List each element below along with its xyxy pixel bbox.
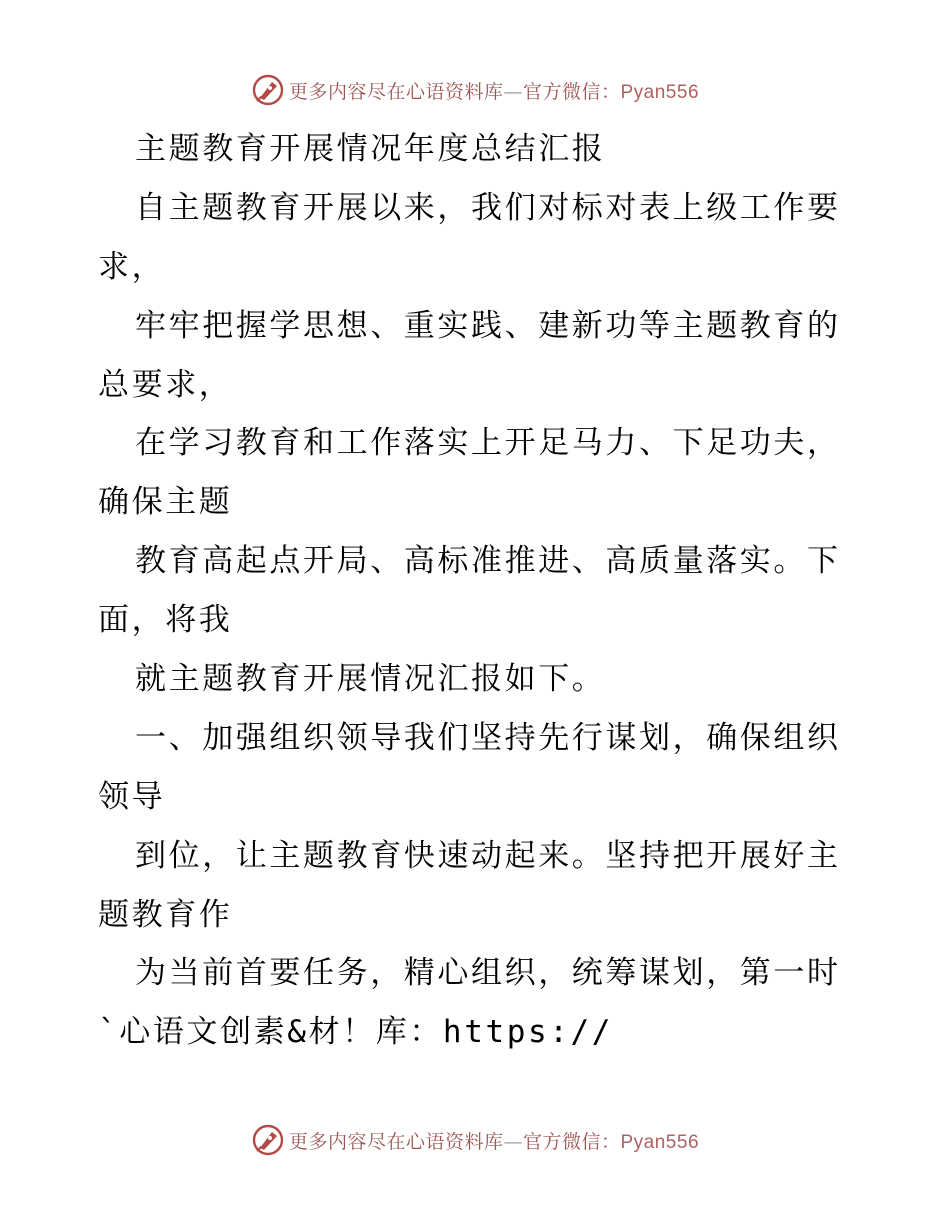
footer-banner-account: Pyan556 bbox=[620, 1131, 700, 1153]
footer-banner-content bbox=[251, 1123, 699, 1157]
paragraph-line: 题教育作 bbox=[98, 896, 233, 933]
document-title: 主题教育开展情况年度总结汇报 bbox=[135, 131, 606, 167]
header-banner-content bbox=[251, 73, 699, 107]
header-banner-dash: — bbox=[503, 80, 523, 103]
watermark-line: `心语文创素&材！库：https:// bbox=[98, 1014, 614, 1051]
pen-nib-seal-icon bbox=[251, 73, 285, 107]
paragraph-line: 教育高起点开局、高标准推进、高质量落实。下 bbox=[135, 543, 841, 580]
section-heading-line: 一、加强组织领导我们坚持先行谋划，确保组织 bbox=[135, 719, 841, 756]
paragraph-line: 自主题教育开展以来，我们对标对表上级工作要 bbox=[135, 189, 841, 226]
paragraph-line: 牢牢把握学思想、重实践、建新功等主题教育的 bbox=[135, 307, 841, 344]
paragraph-line: 求， bbox=[98, 248, 166, 285]
header-banner-wechat-label: 官方微信： bbox=[522, 80, 621, 103]
footer-banner[interactable] bbox=[0, 1120, 950, 1160]
footer-banner-text bbox=[289, 1127, 699, 1154]
header-banner-title: 更多内容尽在心语资料库 bbox=[288, 80, 504, 103]
pen-nib-seal-icon bbox=[251, 1123, 285, 1157]
document-body bbox=[98, 120, 858, 1062]
paragraph-line: 总要求， bbox=[98, 366, 233, 403]
header-banner[interactable] bbox=[0, 70, 950, 110]
paragraph-line: 领导 bbox=[98, 778, 166, 815]
paragraph-line: 到位，让主题教育快速动起来。坚持把开展好主 bbox=[135, 837, 841, 874]
paragraph-line: 为当前首要任务，精心组织，统筹谋划，第一时 bbox=[135, 955, 841, 992]
paragraph-line: 确保主题 bbox=[98, 484, 233, 521]
header-banner-account: Pyan556 bbox=[620, 81, 700, 103]
paragraph-line: 在学习教育和工作落实上开足马力、下足功夫， bbox=[135, 425, 841, 462]
footer-banner-wechat-label: 官方微信： bbox=[522, 1130, 621, 1153]
footer-banner-dash: — bbox=[503, 1130, 523, 1153]
paragraph-line: 就主题教育开展情况汇报如下。 bbox=[135, 661, 606, 698]
paragraph-line: 面，将我 bbox=[98, 602, 233, 639]
footer-banner-title: 更多内容尽在心语资料库 bbox=[288, 1130, 504, 1153]
header-banner-text bbox=[289, 77, 699, 104]
